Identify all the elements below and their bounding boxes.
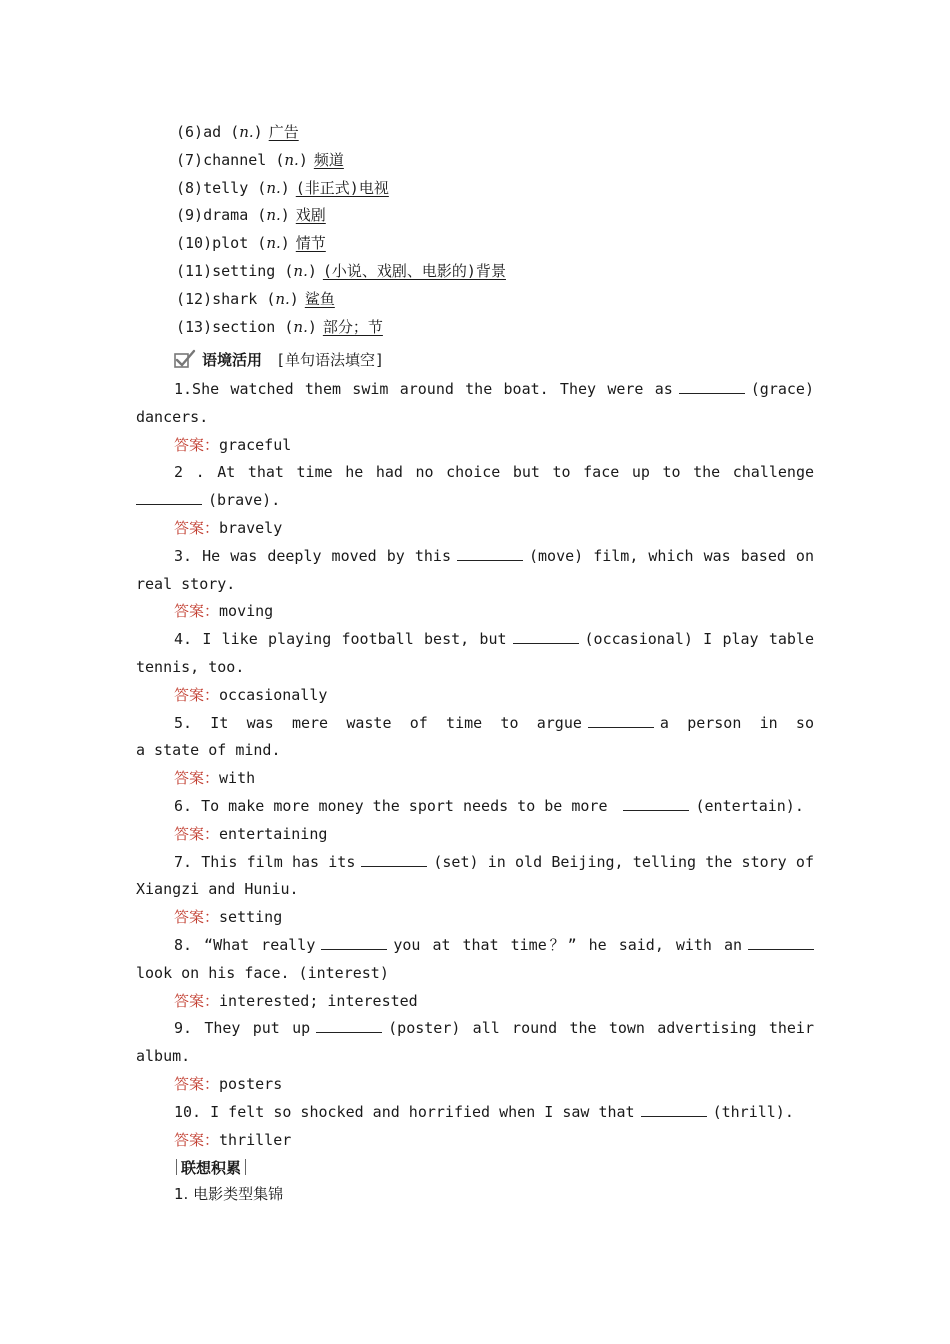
answer-line <box>136 598 814 626</box>
answer-line <box>136 432 814 460</box>
vocab-pos: (n.) <box>257 234 290 253</box>
answer-label: 答案： <box>174 518 220 537</box>
answer-label: 答案： <box>174 435 220 454</box>
answer-label: 答案： <box>174 824 220 843</box>
assoc-header <box>172 1155 250 1179</box>
vocab-num: (13) <box>176 317 213 336</box>
subsection-heading: 1. 电影类型集锦 <box>174 1185 284 1203</box>
answer-line <box>136 821 814 849</box>
blank-line <box>136 490 202 505</box>
answer-label: 答案： <box>174 1074 220 1093</box>
answer-label: 答案： <box>174 991 220 1010</box>
exercise-line: 1.She watched them swim around the boat. They were as (grace) <box>174 380 814 398</box>
assoc-title: 联想积累 <box>181 1158 242 1177</box>
answer-text: setting <box>219 908 283 927</box>
divider <box>245 1159 246 1175</box>
vocab-word: telly <box>203 178 249 197</box>
vocab-meaning: (小说、戏剧、电影的)背景 <box>322 261 506 280</box>
answer-line <box>136 765 814 793</box>
vocab-pos: (n.) <box>257 206 290 225</box>
exercise-line: album. <box>136 1047 191 1066</box>
exercise-line: 5. It was mere waste of time to argue a person in so <box>174 713 814 732</box>
answer-label: 答案： <box>174 769 220 788</box>
vocab-meaning: 情节 <box>295 234 326 253</box>
exercise-line: 9. They put up (poster) all round the town advertising their <box>174 1019 814 1038</box>
vocab-word: setting <box>212 261 276 280</box>
answer-text: interested; interested <box>219 991 418 1010</box>
vocab-num: (6) <box>176 123 204 141</box>
exercise-line: real story. <box>136 574 236 593</box>
exercise-line: Xiangzi and Huniu. <box>136 880 299 899</box>
answer-label: 答案： <box>174 1130 220 1149</box>
exercise-line: 6. To make more money the sport needs to be more (entertain). <box>174 796 804 815</box>
exercise-line: 7. This film has its (set) in old Beijing, telling the story of <box>174 852 814 871</box>
exercise-line: 4. I like playing football best, but (occasional) I play table <box>174 630 814 649</box>
vocab-item <box>176 286 506 314</box>
answer-line <box>136 515 814 543</box>
blank-line <box>748 935 814 950</box>
vocab-num: (8) <box>176 178 204 197</box>
answer-text: with <box>219 769 256 788</box>
vocab-item <box>176 258 506 286</box>
blank-line <box>641 1102 707 1117</box>
answer-line <box>136 1127 814 1155</box>
checkbox-check-icon <box>174 349 196 369</box>
exercise-line: 2 . At that time he had no choice but to face up to the challenge <box>174 463 814 482</box>
answer-text: graceful <box>219 435 292 454</box>
answer-text: occasionally <box>219 685 328 704</box>
vocab-item <box>176 119 506 147</box>
vocab-num: (12) <box>176 289 213 308</box>
exercise-line: look on his face. (interest) <box>136 963 389 982</box>
vocab-word: plot <box>212 234 249 253</box>
exercise-line: 10. I felt so shocked and horrified when I saw that (thrill). <box>174 1102 794 1121</box>
vocab-item <box>176 314 506 342</box>
exercise-line: tennis, too. <box>136 657 245 676</box>
answer-text: thriller <box>219 1130 292 1149</box>
vocab-item <box>176 175 506 203</box>
answer-text: entertaining <box>219 824 328 843</box>
vocab-meaning: 鲨鱼 <box>304 289 335 308</box>
answer-text: posters <box>219 1074 283 1093</box>
vocab-word: section <box>212 317 276 336</box>
exercise-line: 8. “What really you at that time？” he said, with an <box>136 932 814 960</box>
answer-label: 答案： <box>174 685 220 704</box>
section-title: 语境活用 <box>202 350 263 369</box>
exercise-line: (brave). <box>136 487 814 515</box>
vocab-word: channel <box>203 150 267 169</box>
vocab-meaning: 部分；节 <box>322 317 383 336</box>
blank-line <box>588 713 654 728</box>
vocab-num: (10) <box>176 234 213 253</box>
answer-text: moving <box>219 602 274 621</box>
vocab-item <box>176 147 506 175</box>
vocab-item <box>176 202 506 230</box>
blank-line <box>457 546 523 561</box>
vocab-pos: (n.) <box>275 150 308 169</box>
answer-text: bravely <box>219 518 283 537</box>
section-subtitle: [单句语法填空] <box>276 350 385 369</box>
vocab-num: (9) <box>176 206 204 225</box>
blank-line <box>679 379 745 394</box>
vocab-num: (11) <box>176 261 213 280</box>
answer-label: 答案： <box>174 908 220 927</box>
answer-line <box>136 1071 814 1099</box>
blank-line <box>513 629 579 644</box>
exercise-line: 3. He was deeply moved by this (move) film, which was based on <box>174 546 814 565</box>
vocab-item <box>176 230 506 258</box>
vocab-word: ad <box>203 123 222 141</box>
section-header <box>174 344 384 374</box>
exercise-list <box>136 376 814 1154</box>
answer-line <box>136 988 814 1016</box>
divider <box>176 1159 177 1175</box>
blank-line <box>623 796 689 811</box>
vocab-pos: (n.) <box>266 289 299 308</box>
answer-line <box>136 904 814 932</box>
exercise-line: a state of mind. <box>136 741 281 760</box>
vocab-pos: (n.) <box>284 261 317 280</box>
blank-line <box>316 1018 382 1033</box>
vocab-pos: (n.) <box>230 123 263 141</box>
vocab-list <box>176 119 506 341</box>
vocab-pos: (n.) <box>284 317 317 336</box>
vocab-word: drama <box>203 206 249 225</box>
vocab-pos: (n.) <box>257 178 290 197</box>
blank-line <box>361 852 427 867</box>
exercise-line: dancers. <box>136 407 209 426</box>
vocab-word: shark <box>212 289 258 308</box>
vocab-num: (7) <box>176 150 204 169</box>
vocab-meaning: 广告 <box>268 123 299 141</box>
blank-line <box>321 935 387 950</box>
vocab-meaning: 频道 <box>313 150 344 169</box>
vocab-meaning: 戏剧 <box>295 206 326 225</box>
answer-line <box>136 682 814 710</box>
answer-label: 答案： <box>174 602 220 621</box>
vocab-meaning: (非正式)电视 <box>295 178 389 197</box>
